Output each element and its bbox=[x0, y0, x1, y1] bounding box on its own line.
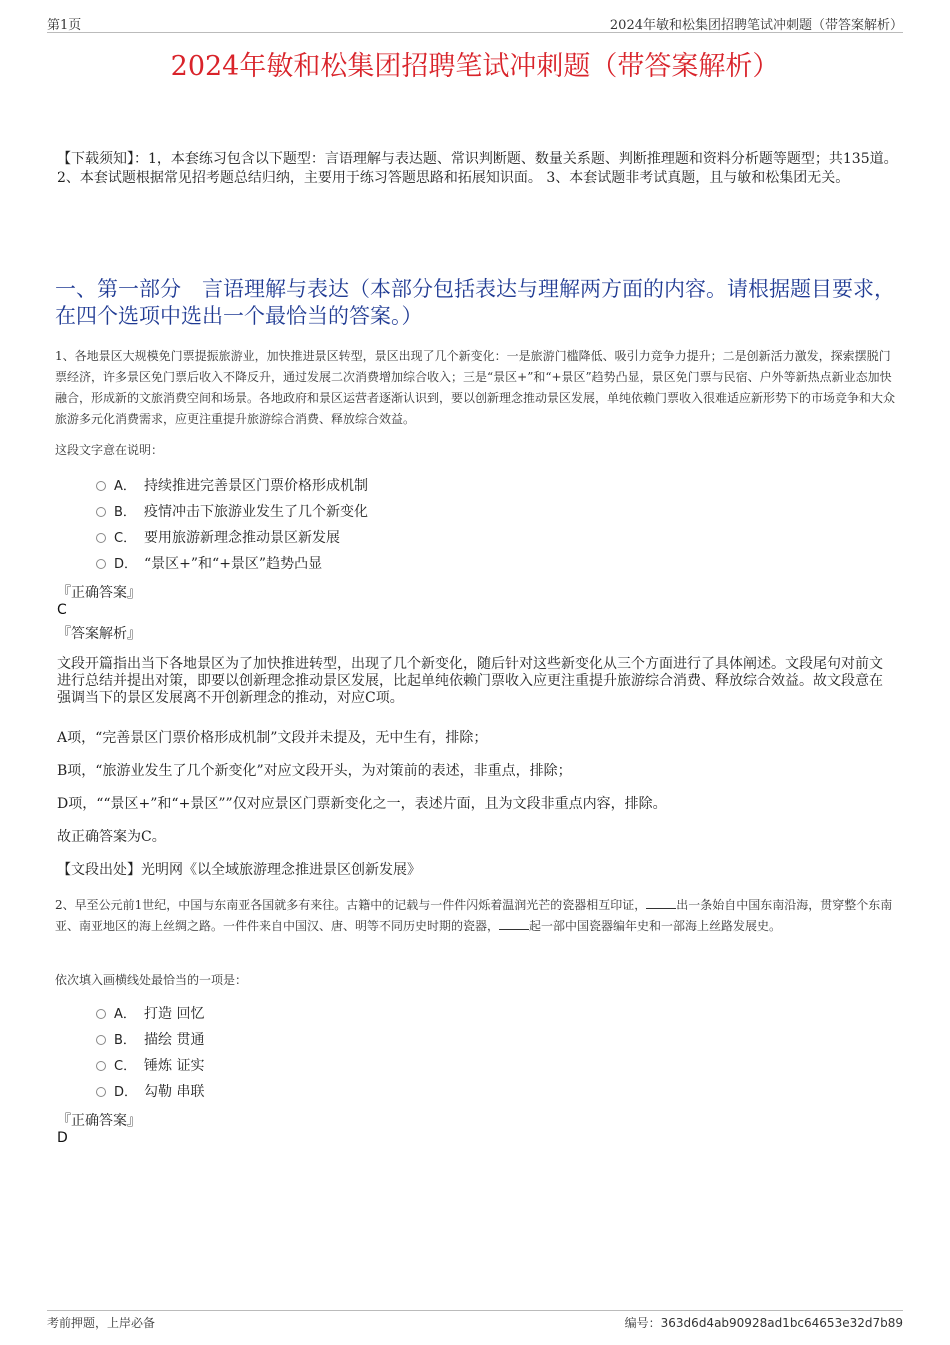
section-heading: 一、第一部分 言语理解与表达（本部分包括表达与理解两方面的内容。请根据题目要求，在四个选项中选出一个最恰当的答案。） bbox=[55, 277, 895, 328]
radio-icon[interactable] bbox=[96, 1009, 106, 1019]
footer-document-code: 编号：363d6d4ab90928ad1bc64653e32d7b89 bbox=[624, 1316, 903, 1330]
header-doc-title: 2024年敏和松集团招聘笔试冲刺题（带答案解析） bbox=[609, 18, 903, 33]
radio-icon[interactable] bbox=[96, 559, 106, 569]
question-1-option-d[interactable]: D． “景区+”和“+景区”趋势凸显 bbox=[96, 554, 322, 574]
question-2-answer: D bbox=[57, 1130, 68, 1146]
question-2-option-b[interactable]: B． 描绘 贯通 bbox=[96, 1030, 204, 1050]
question-1-option-c[interactable]: C． 要用旅游新理念推动景区新发展 bbox=[96, 528, 340, 548]
question-2-option-d[interactable]: D． 勾勒 串联 bbox=[96, 1082, 204, 1102]
question-1-source: 【文段出处】光明网《以全域旅游理念推进景区创新发展》 bbox=[57, 862, 421, 878]
footer-slogan: 考前押题，上岸必备 bbox=[47, 1316, 156, 1330]
page-number: 第1页 bbox=[47, 18, 82, 33]
question-1-conclusion: 故正确答案为C。 bbox=[57, 829, 166, 845]
radio-icon[interactable] bbox=[96, 507, 106, 517]
question-1-prompt: 这段文字意在说明： bbox=[55, 443, 164, 457]
radio-icon[interactable] bbox=[96, 1035, 106, 1045]
question-1-analysis-b: B项，“旅游业发生了几个新变化”对应文段开头，为对策前的表述，非重点，排除； bbox=[57, 763, 572, 779]
question-2-answer-label: 『正确答案』 bbox=[57, 1113, 141, 1129]
question-1-answer: C bbox=[57, 602, 67, 618]
question-2-option-c[interactable]: C． 锤炼 证实 bbox=[96, 1056, 204, 1076]
question-2-text: 2、早至公元前1世纪，中国与东南亚各国就多有来往。古籍中的记载与一件件闪烁着温润光芒的瓷器相互印证， 出一条始自中国东南沿海，贯穿整个东南亚、南亚地区的海上丝绸之路。一件件来自中国汉、唐、明等不同历史时期的瓷器， 起一部中国瓷器编年史和一部海上丝路发展史。 bbox=[55, 898, 893, 933]
page-title: 2024年敏和松集团招聘笔试冲刺题（带答案解析） bbox=[170, 51, 780, 82]
question-1-option-a[interactable]: A． 持续推进完善景区门票价格形成机制 bbox=[96, 476, 368, 496]
question-1-analysis-d: D项，““景区+”和“+景区””仅对应景区门票新变化之一，表述片面，且为文段非重点内容，排除。 bbox=[57, 796, 667, 812]
question-1-option-b[interactable]: B． 疫情冲击下旅游业发生了几个新变化 bbox=[96, 502, 368, 522]
fill-blank-2[interactable] bbox=[499, 919, 529, 930]
question-2-option-a[interactable]: A． 打造 回忆 bbox=[96, 1004, 204, 1024]
radio-icon[interactable] bbox=[96, 481, 106, 491]
question-2-prompt: 依次填入画横线处最恰当的一项是： bbox=[55, 973, 248, 987]
question-1-analysis-a: A项，“完善景区门票价格形成机制”文段并未提及，无中生有，排除； bbox=[57, 730, 488, 746]
header-divider bbox=[47, 32, 903, 33]
download-notice: 【下载须知】：1，本套练习包含以下题型：言语理解与表达题、常识判断题、数量关系题、判断推理题和资料分析题等题型；共135道。 2、本套试题根据常见招考题总结归纳，主要用于练习答题思路和拓展知识面。 3、本套试题非考试真题，且与敏和松集团无关。 bbox=[57, 151, 898, 186]
radio-icon[interactable] bbox=[96, 533, 106, 543]
fill-blank-1[interactable] bbox=[646, 898, 676, 909]
question-1-analysis-label: 『答案解析』 bbox=[57, 626, 141, 642]
radio-icon[interactable] bbox=[96, 1087, 106, 1097]
radio-icon[interactable] bbox=[96, 1061, 106, 1071]
footer-divider bbox=[47, 1310, 903, 1311]
question-1-analysis: 文段开篇指出当下各地景区为了加快推进转型，出现了几个新变化，随后针对这些新变化从三个方面进行了具体阐述。文段尾句对前文进行总结并提出对策，即要以创新理念推动景区发展，比起单纯依赖门票收入应更注重提升旅游综合消费、释放综合效益。故文段意在强调当下的景区发展离不开创新理念的推动，对应C项。 bbox=[57, 656, 883, 706]
question-1-answer-label: 『正确答案』 bbox=[57, 585, 141, 601]
question-1-text: 1、各地景区大规模免门票提振旅游业，加快推进景区转型，景区出现了几个新变化：一是旅游门槛降低、吸引力竞争力提升；二是创新活力激发，探索摆脱门票经济，许多景区免门票后收入不降反升，通过发展二次消费增加综合收入；三是“景区+”和“+景区”趋势凸显，景区免门票与民宿、户外等新热点新业态加快融合，形成新的文旅消费空间和场景。各地政府和景区运营者逐渐认识到，要以创新理念推动景区发展，单纯依赖门票收入很难适应新形势下的市场竞争和大众旅游多元化消费需求，应更注重提升旅游综合消费、释放综合效益。 bbox=[55, 349, 896, 426]
